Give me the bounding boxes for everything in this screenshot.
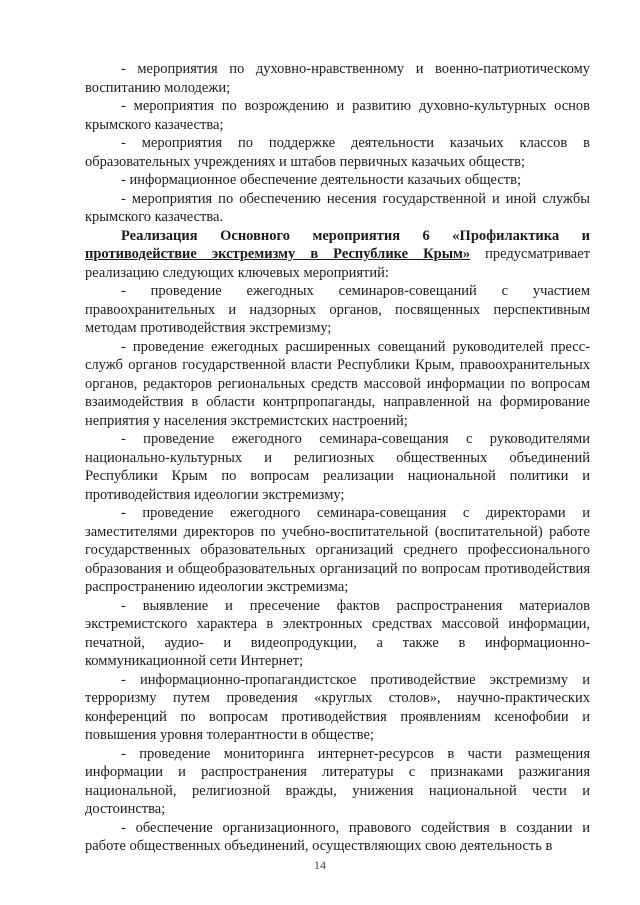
- section-heading: [85, 227, 590, 283]
- list-item: - информационно-пропагандистское противодействие экстремизму и терроризму путем проведения «круглых столов», научно-практических конференций по вопросам противодействия проявлениям ксенофобии и повышения уровня толерантности в обществе;: [85, 671, 590, 743]
- list-item: - мероприятия по возрождению и развитию духовно-культурных основ крымского казачества;: [85, 98, 590, 133]
- list-item: - обеспечение организационного, правового содействия в создании и работе общественных объединений, осуществляющих свою деятельность в: [85, 819, 590, 854]
- body-text: [85, 60, 590, 856]
- list-item: - выявление и пресечение фактов распространения материалов экстремистского характера в электронных средствах массовой информации, печатной, аудио- и видеопродукции, а также в информационно-коммуникационной сети Интернет;: [85, 597, 590, 669]
- list-item: - проведение ежегодных расширенных совещаний руководителей пресс-служб органов государственной власти Республики Крым, правоохранительных органов, редакторов региональных средств массовой информации по вопросам взаимодействия в области контрпропаганды, направленной на формирование неприятия у населения экстремистских настроений;: [85, 338, 590, 429]
- list-item: - мероприятия по обеспечению несения государственной и иной службы крымского казачества.: [85, 190, 590, 225]
- heading-underlined: противодействие экстремизму в Республике Крым»: [85, 246, 471, 262]
- list-item: - мероприятия по поддержке деятельности казачьих классов в образовательных учреждениях и штабов первичных казачьих обществ;: [85, 135, 590, 170]
- heading-bold: Реализация Основного мероприятия 6 «Профилактика и: [121, 227, 590, 244]
- list-item: - проведение ежегодных семинаров-совещаний с участием правоохранительных и надзорных органов, посвященных перспективным методам противодействия экстремизму;: [85, 283, 590, 336]
- list-item: - проведение мониторинга интернет-ресурсов в части размещения информации и распространения литературы с признаками разжигания национальной, религиозной вражды, унижения национальной чести и достоинства;: [85, 745, 590, 817]
- heading-tail: предусматривает реализацию следующих ключевых мероприятий:: [85, 246, 590, 281]
- list-item: - проведение ежегодного семинара-совещания с руководителями национально-культурных и религиозных общественных объединений Республики Крым по вопросам реализации национальной политики и противодействия идеологии экстремизму;: [85, 431, 590, 503]
- list-item: - информационное обеспечение деятельности казачьих обществ;: [121, 172, 522, 188]
- list-item: - проведение ежегодного семинара-совещания с директорами и заместителями директоров по учебно-воспитательной (воспитательной) работе государственных образовательных организаций среднего профессионального образования и общеобразовательных организаций по вопросам противодействия распространению идеологии экстремизма;: [85, 505, 590, 595]
- page-number: 14: [314, 858, 326, 872]
- list-item: - мероприятия по духовно-нравственному и военно-патриотическому воспитанию молодежи;: [85, 61, 590, 96]
